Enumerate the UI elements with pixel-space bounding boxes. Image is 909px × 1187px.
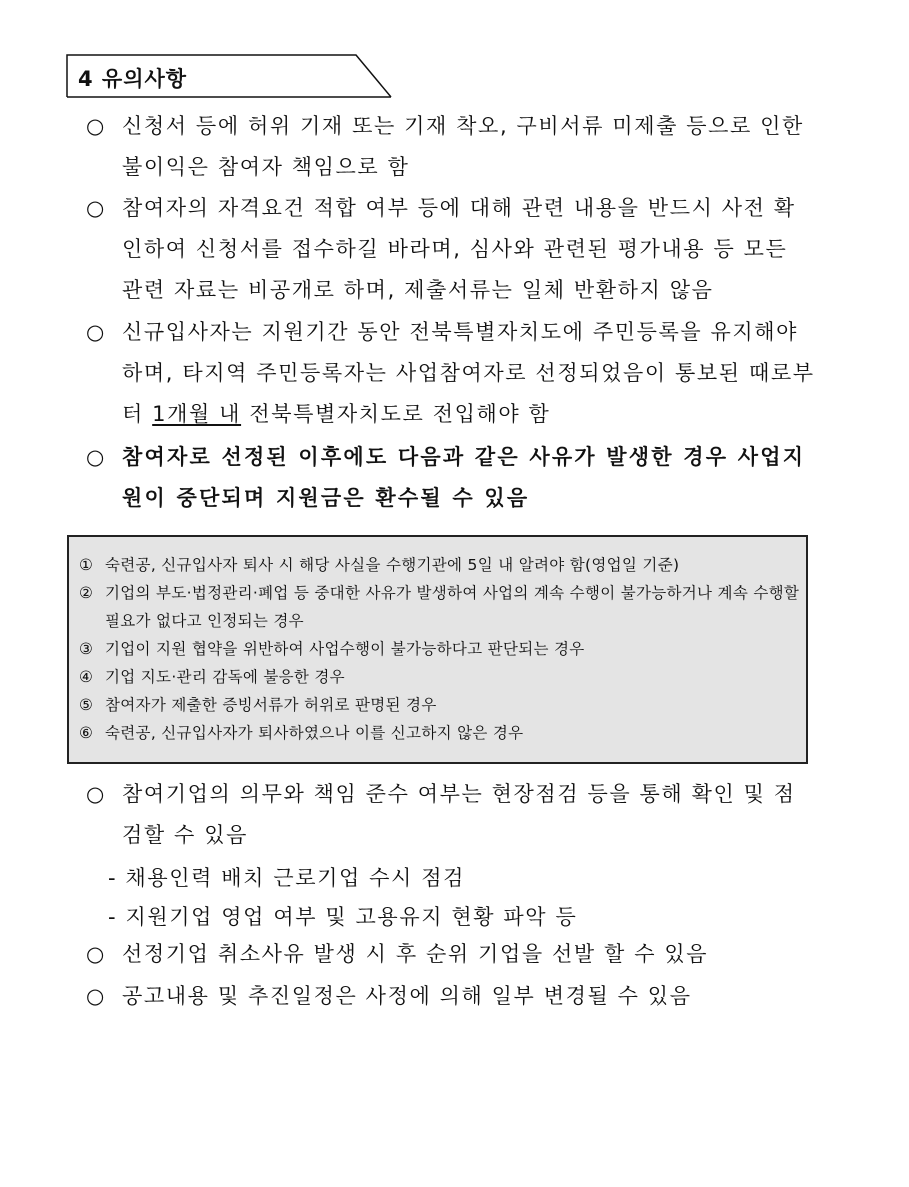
notice-text: 선정기업 취소사유 발생 시 후 순위 기업을 선발 할 수 있음 [122,942,709,966]
notice-text-part: 신규입사자는 지원기간 동안 전북특별자치도에 주민등록을 유지해야 하며, 타지역 주민등록자는 사업참여자로 선정되었음이 통보된 때로부터 [122,320,815,426]
condition-number: ④ [79,668,94,686]
notice-item-2 [86,188,816,311]
dash-bullet: - [108,866,118,890]
notice-item-1 [86,106,816,188]
circle-bullet-icon: ○ [86,114,106,138]
notice-text: 참여자로 선정된 이후에도 다음과 같은 사유가 발생한 경우 사업지원이 중단되며 지원금은 환수될 수 있음 [122,445,806,510]
circle-bullet-icon: ○ [86,445,107,469]
sub-item-text: 채용인력 배치 근로기업 수시 점검 [125,866,465,890]
deadline-underlined: 1개월 내 [152,402,242,426]
sub-item-text: 지원기업 영업 여부 및 고용유지 현황 파악 등 [125,905,578,929]
section-header [66,54,392,98]
condition-text: 기업이 지원 협약을 위반하여 사업수행이 불가능하다고 판단되는 경우 [105,640,585,658]
condition-number: ① [79,556,94,574]
condition-number: ⑤ [79,696,94,714]
notice-item-5 [86,774,816,856]
condition-text: 숙련공, 신규입사자 퇴사 시 해당 사실을 수행기관에 5일 내 알려야 함(영업일 기준) [105,556,680,574]
sub-item [108,858,808,899]
circle-bullet-icon: ○ [86,984,106,1008]
notice-item-3 [86,312,816,435]
condition-item [79,719,806,747]
condition-text: 기업 지도·관리 감독에 불응한 경우 [105,668,345,686]
condition-number: ② [79,584,94,602]
notice-text: 참여자의 자격요건 적합 여부 등에 대해 관련 내용을 반드시 사전 확인하여 신청서를 접수하길 바라며, 심사와 관련된 평가내용 등 모든 관련 자료는 비공개로 하며, 제출서류는 일체 반환하지 않음 [122,196,796,302]
notice-text: 참여기업의 의무와 책임 준수 여부는 현장점검 등을 통해 확인 및 점검할 수 있음 [122,782,796,847]
circle-bullet-icon: ○ [86,196,106,220]
circle-bullet-icon: ○ [86,942,106,966]
condition-number: ③ [79,640,94,658]
notice-text [86,312,816,435]
condition-item [79,551,806,579]
circle-bullet-icon: ○ [86,320,106,344]
notice-text: 공고내용 및 추진일정은 사정에 의해 일부 변경될 수 있음 [122,984,692,1008]
dash-bullet: - [108,905,118,929]
condition-text: 숙련공, 신규입사자가 퇴사하였으나 이를 신고하지 않은 경우 [105,724,524,742]
condition-text: 참여자가 제출한 증빙서류가 허위로 판명된 경우 [105,696,437,714]
condition-item [79,635,806,663]
notice-text: 신청서 등에 허위 기재 또는 기재 착오, 구비서류 미제출 등으로 인한 불이익은 참여자 책임으로 함 [122,114,804,179]
circle-bullet-icon: ○ [86,782,106,806]
condition-text: 기업의 부도·법정관리·폐업 등 중대한 사유가 발생하여 사업의 계속 수행이 불가능하거나 계속 수행할 필요가 없다고 인정되는 경우 [105,584,800,630]
notice-item-6 [86,934,816,975]
condition-item [79,691,806,719]
sub-item [108,897,808,938]
condition-item [79,579,806,635]
condition-number: ⑥ [79,724,94,742]
notice-text-part: 전북특별자치도로 전입해야 함 [241,402,551,426]
section-title: 4 유의사항 [78,67,188,91]
conditions-box [67,535,808,764]
notice-item-7 [86,976,816,1017]
notice-item-4 [86,437,816,519]
condition-item [79,663,806,691]
